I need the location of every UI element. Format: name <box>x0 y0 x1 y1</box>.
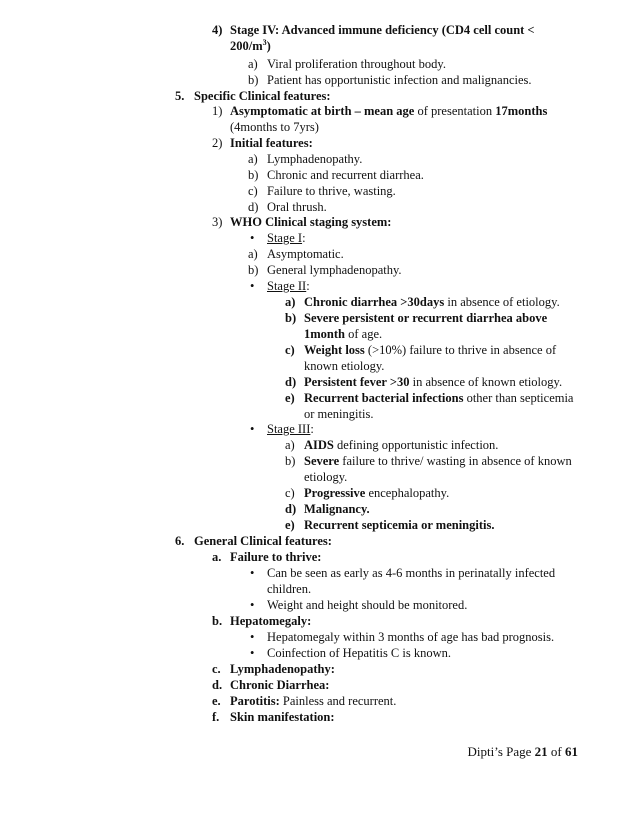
s6-a-bullet-text-cont: children. <box>267 582 312 596</box>
stage1-item-marker: a) <box>248 247 258 261</box>
s5-p3-marker: 3) <box>212 215 223 229</box>
s6-a-title: Failure to thrive: <box>230 550 322 564</box>
stage2-item-cont: or meningitis. <box>304 407 374 421</box>
s5-p1-text: Asymptomatic at birth – mean age of presentation 17months <box>230 104 548 118</box>
section6-title: General Clinical features: <box>194 534 332 548</box>
s6-e-marker: e. <box>212 694 221 708</box>
s6-d-title: Chronic Diarrhea: <box>230 678 330 692</box>
stage1-item-marker: b) <box>248 263 259 277</box>
s6-a-marker: a. <box>212 550 222 564</box>
stage2-item-marker: c) <box>285 343 295 357</box>
bullet-icon: • <box>250 422 255 436</box>
section5-marker: 5. <box>175 89 185 103</box>
stage4-title: Stage IV: Advanced immune deficiency (CD4 cell count < <box>230 23 535 37</box>
s5-p2-item: Chronic and recurrent diarrhea. <box>267 168 424 182</box>
s6-e-title: Parotitis: Painless and recurrent. <box>230 694 397 708</box>
stage2-item: Chronic diarrhea >30days in absence of etiology. <box>304 295 560 309</box>
stage1-label: Stage I: <box>267 231 306 245</box>
bullet-icon: • <box>250 279 255 293</box>
stage2-label: Stage II: <box>267 279 310 293</box>
s5-p2-item-marker: d) <box>248 200 259 214</box>
stage2-item: Severe persistent or recurrent diarrhea above <box>304 311 548 325</box>
stage3-item: Severe failure to thrive/ wasting in absence of known <box>304 454 572 468</box>
s6-b-title: Hepatomegaly: <box>230 614 312 628</box>
stage1-item: General lymphadenopathy. <box>267 263 402 277</box>
stage3-item: Malignancy. <box>304 502 370 516</box>
stage2-item-marker: d) <box>285 375 297 389</box>
stage3-item: AIDS defining opportunistic infection. <box>304 438 499 452</box>
s6-b-bullet-text: Coinfection of Hepatitis C is known. <box>267 646 452 660</box>
stage3-item-marker: a) <box>285 438 295 452</box>
stage4-item-marker: b) <box>248 73 259 87</box>
s5-p2-item: Lymphadenopathy. <box>267 152 363 166</box>
bullet-icon: • <box>250 566 255 580</box>
stage2-item: Recurrent bacterial infections other than septicemia <box>304 391 574 405</box>
section5-title: Specific Clinical features: <box>194 89 331 103</box>
bullet-icon: • <box>250 646 255 660</box>
stage3-item-cont: etiology. <box>304 470 348 484</box>
stage3-item: Progressive encephalopathy. <box>304 486 450 500</box>
page-footer: Dipti’s Page 21 of 61 <box>467 744 578 759</box>
s5-p2-title: Initial features: <box>230 136 313 150</box>
s6-f-marker: f. <box>212 710 220 724</box>
total-pages: 61 <box>565 744 578 759</box>
s5-p1-text-cont: (4months to 7yrs) <box>230 120 319 134</box>
s6-a-bullet-text: Can be seen as early as 4-6 months in perinatally infected <box>267 566 556 580</box>
s6-c-title: Lymphadenopathy: <box>230 662 335 676</box>
section6-marker: 6. <box>175 534 185 548</box>
stage4-marker: 4) <box>212 23 223 37</box>
s6-b-bullet-text: Hepatomegaly within 3 months of age has bad prognosis. <box>267 630 555 644</box>
s5-p2-item: Oral thrush. <box>267 200 327 214</box>
bullet-icon: • <box>250 598 255 612</box>
stage2-item-marker: e) <box>285 391 295 405</box>
stage3-item-marker: e) <box>285 518 295 532</box>
bullet-icon: • <box>250 231 255 245</box>
stage4-item: Viral proliferation throughout body. <box>267 57 446 71</box>
s5-p2-item-marker: c) <box>248 184 258 198</box>
stage3-item-marker: c) <box>285 486 295 500</box>
s5-p2-item-marker: a) <box>248 152 258 166</box>
stage2-item: Persistent fever >30 in absence of known etiology. <box>304 375 563 389</box>
stage2-item: Weight loss (>10%) failure to thrive in absence of <box>304 343 557 357</box>
stage4-item: Patient has opportunistic infection and malignancies. <box>267 73 532 87</box>
stage2-item-marker: b) <box>285 311 297 325</box>
stage2-item-marker: a) <box>285 295 296 309</box>
stage3-item-marker: b) <box>285 454 296 468</box>
stage2-item-cont: 1month of age. <box>304 327 383 341</box>
stage4-item-marker: a) <box>248 57 258 71</box>
s6-d-marker: d. <box>212 678 223 692</box>
stage3-item-marker: d) <box>285 502 297 516</box>
stage4-title-cont: $200/m^3$) <box>230 37 271 53</box>
stage3-item: Recurrent septicemia or meningitis. <box>304 518 495 532</box>
current-page-number: 21 <box>534 744 548 759</box>
s5-p3-title: WHO Clinical staging system: <box>230 215 392 229</box>
stage3-label: Stage III: <box>267 422 314 436</box>
s6-a-bullet-text: Weight and height should be monitored. <box>267 598 468 612</box>
s5-p1-marker: 1) <box>212 104 223 118</box>
s5-p2-item: Failure to thrive, wasting. <box>267 184 396 198</box>
bullet-icon: • <box>250 630 255 644</box>
stage1-item: Asymptomatic. <box>267 247 344 261</box>
s6-f-title: Skin manifestation: <box>230 710 335 724</box>
stage2-item-cont: known etiology. <box>304 359 385 373</box>
s6-c-marker: c. <box>212 662 221 676</box>
s6-b-marker: b. <box>212 614 223 628</box>
s5-p2-item-marker: b) <box>248 168 259 182</box>
s5-p2-marker: 2) <box>212 136 223 150</box>
